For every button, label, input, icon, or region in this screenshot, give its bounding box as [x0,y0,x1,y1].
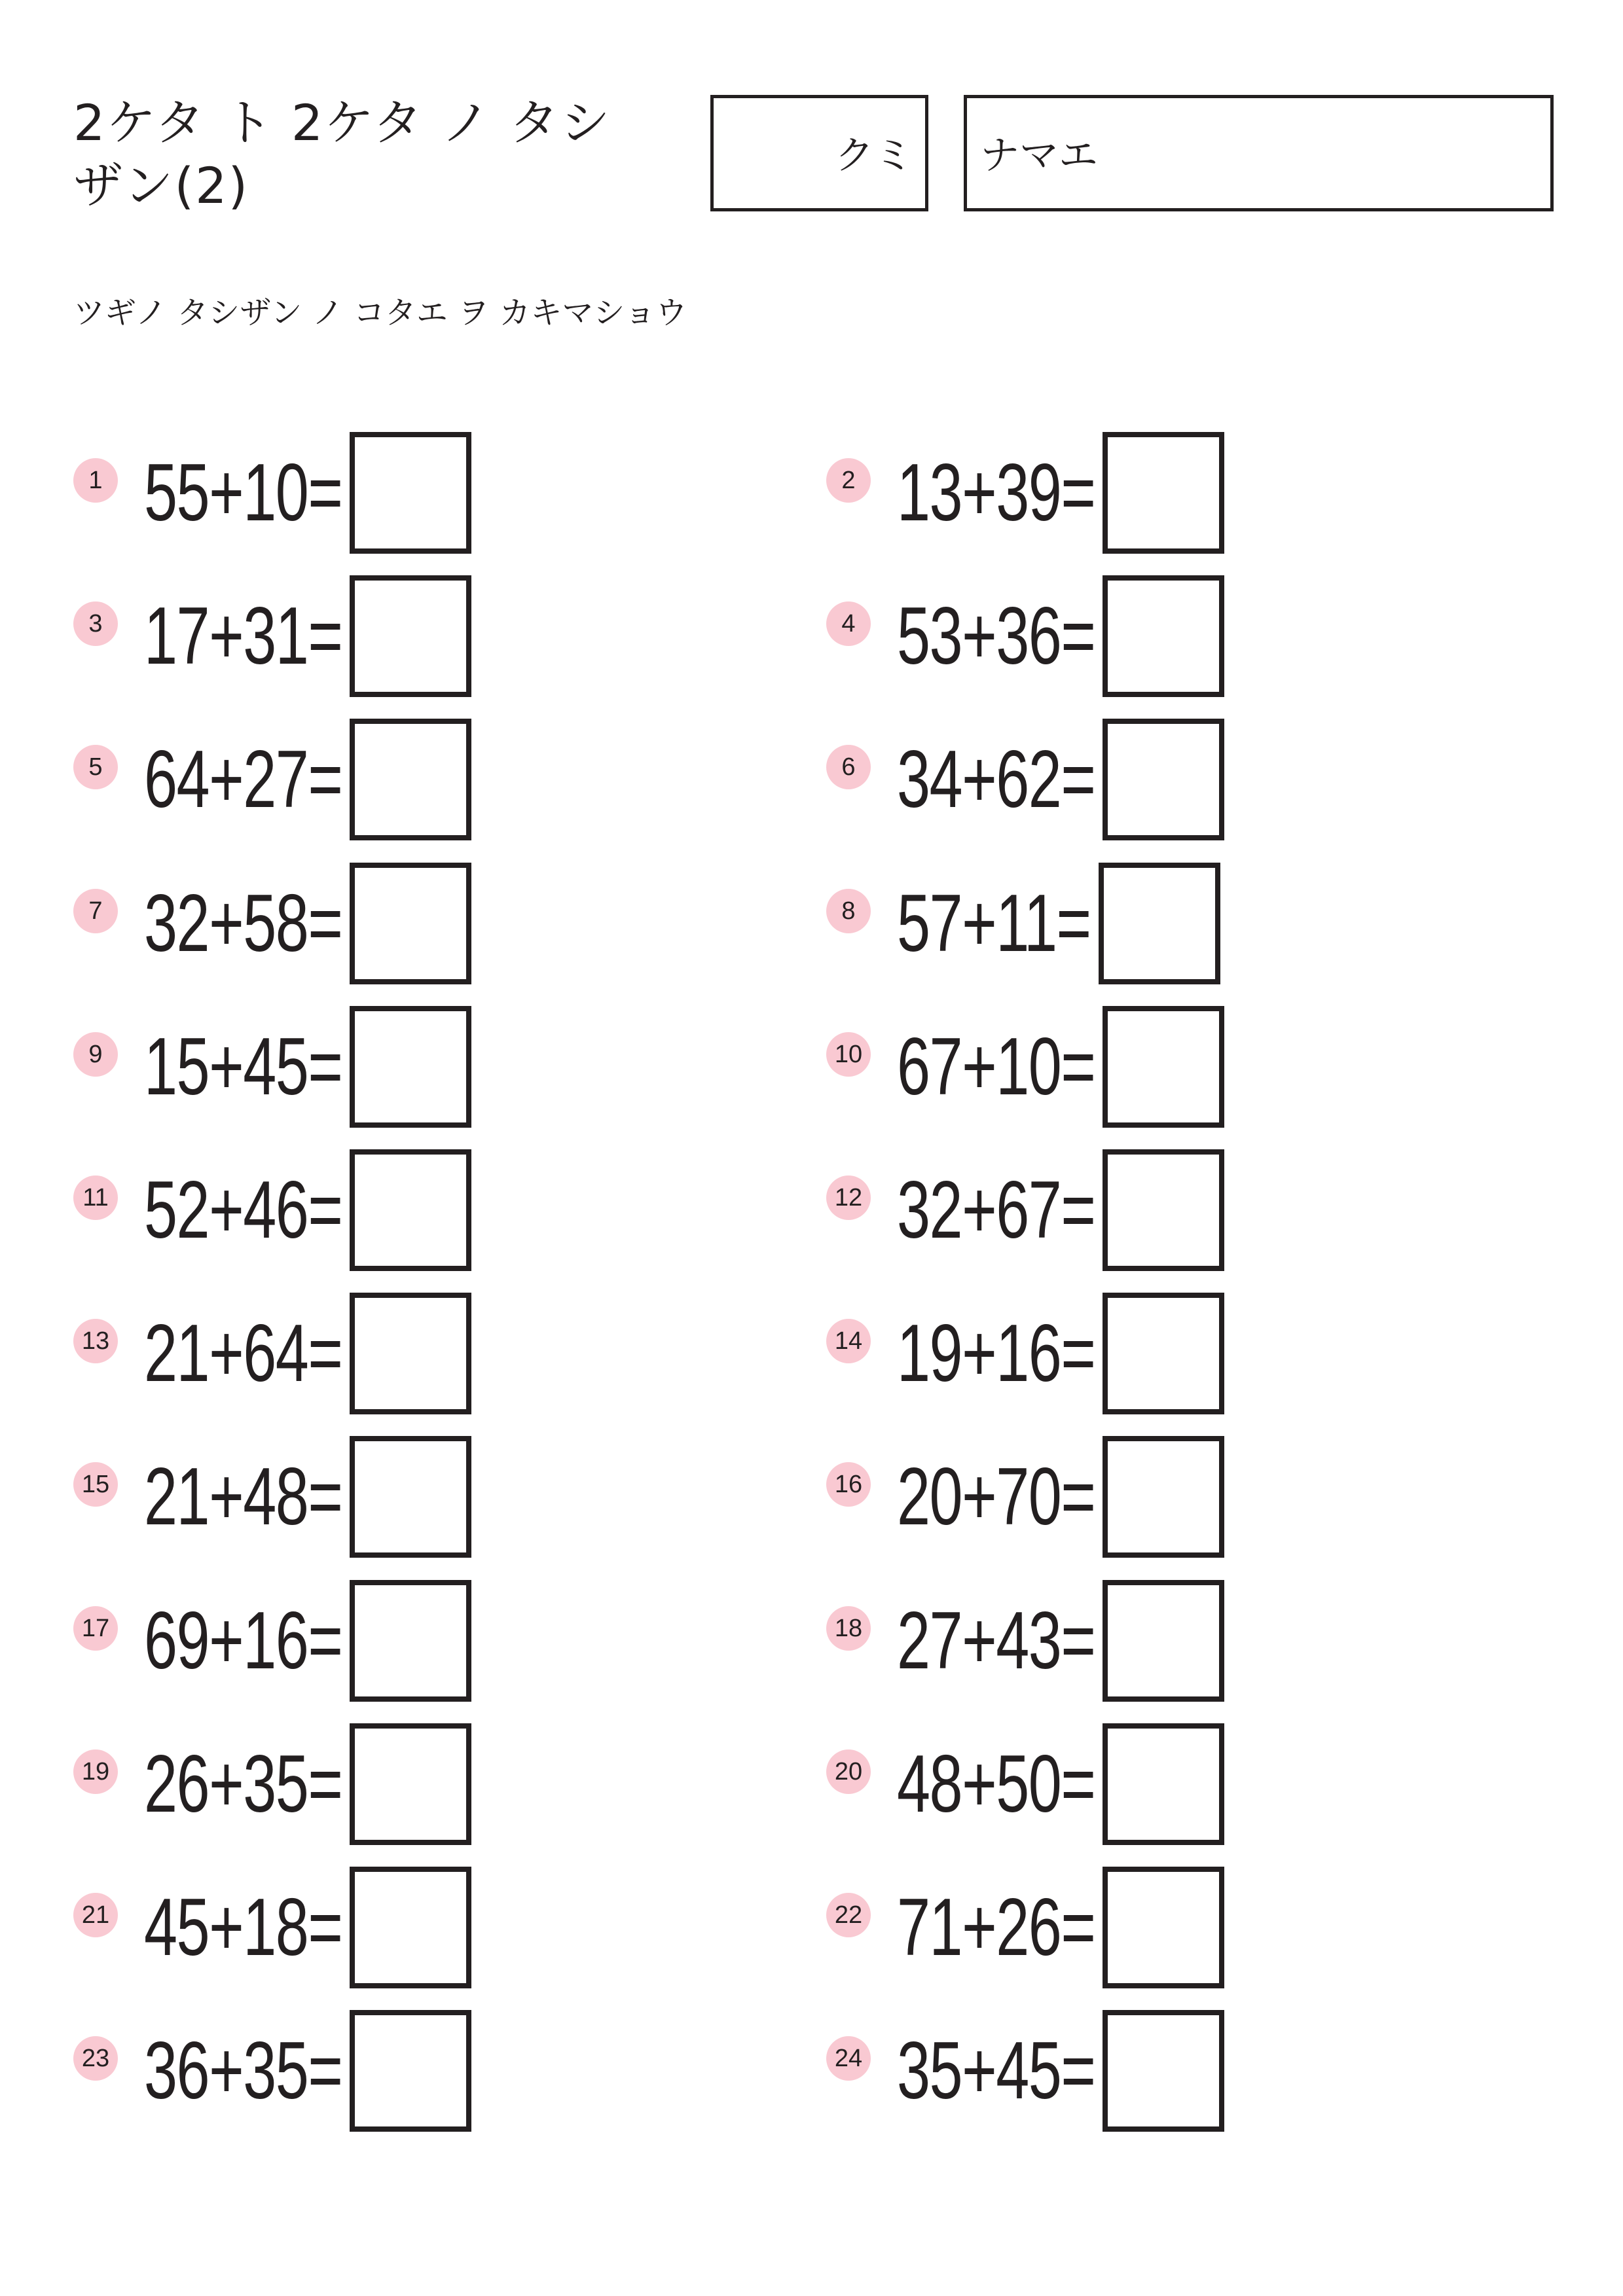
expression-plus-sign: + [209,448,244,538]
expression-first-addend: 20 [897,1452,962,1542]
problem-number-badge: 4 [826,601,871,646]
problem-number-badge: 8 [826,889,871,933]
expression-equals-sign: = [308,2026,342,2116]
expression-first-addend: 19 [897,1308,962,1399]
expression-equals-sign: = [308,1452,342,1542]
expression-equals-sign: = [308,1739,342,1829]
problem-item [73,1006,793,1128]
problem-item [73,1436,793,1558]
expression-first-addend: 52 [144,1165,210,1255]
expression-second-addend: 10 [243,448,308,538]
expression-first-addend: 26 [144,1739,210,1829]
expression-second-addend: 45 [996,2026,1061,2116]
expression-plus-sign: + [962,878,996,969]
expression-plus-sign: + [962,1452,996,1542]
problem-number-badge: 14 [826,1319,871,1363]
expression-first-addend: 15 [144,1022,210,1112]
expression-plus-sign: + [209,1596,244,1686]
expression-equals-sign: = [308,878,342,969]
problem-item [826,1436,1546,1558]
expression-second-addend: 67 [996,1165,1061,1255]
answer-box[interactable] [1103,1149,1224,1271]
problem-number-badge: 3 [73,601,118,646]
expression-equals-sign: = [308,1165,342,1255]
problem-number-badge: 2 [826,458,871,503]
expression-first-addend: 57 [897,878,962,969]
expression-first-addend: 53 [897,591,962,681]
expression-first-addend: 36 [144,2026,210,2116]
answer-box[interactable] [1103,575,1224,697]
problem-item [73,863,793,984]
expression-second-addend: 70 [996,1452,1061,1542]
expression-second-addend: 46 [243,1165,308,1255]
expression-second-addend: 35 [243,1739,308,1829]
answer-box[interactable] [350,432,471,554]
answer-box[interactable] [1103,2010,1224,2132]
class-field[interactable] [710,95,928,211]
problem-item [826,1293,1546,1414]
problem-number-badge: 12 [826,1175,871,1220]
problem-item [826,575,1546,697]
answer-box[interactable] [1103,1293,1224,1414]
problem-number-badge: 15 [73,1462,118,1507]
expression-second-addend: 50 [996,1739,1061,1829]
problem-number-badge: 23 [73,2036,118,2081]
answer-box[interactable] [350,1006,471,1128]
expression-plus-sign: + [209,878,244,969]
answer-box[interactable] [350,2010,471,2132]
answer-box[interactable] [1103,1723,1224,1845]
expression-second-addend: 39 [996,448,1061,538]
problem-item [826,863,1546,984]
expression-second-addend: 43 [996,1596,1061,1686]
expression-second-addend: 10 [996,1022,1061,1112]
expression-first-addend: 67 [897,1022,962,1112]
problem-item [73,1867,793,1988]
answer-box[interactable] [350,1867,471,1988]
expression-plus-sign: + [209,1882,244,1973]
expression-equals-sign: = [308,1022,342,1112]
expression-second-addend: 45 [243,1022,308,1112]
expression-first-addend: 17 [144,591,210,681]
problem-number-badge: 7 [73,889,118,933]
expression-equals-sign: = [1061,448,1095,538]
expression-plus-sign: + [209,591,244,681]
expression-plus-sign: + [962,1596,996,1686]
expression-first-addend: 34 [897,734,962,825]
expression-equals-sign: = [1061,1882,1095,1973]
expression-equals-sign: = [1056,878,1091,969]
expression-equals-sign: = [1061,591,1095,681]
answer-box[interactable] [1103,1006,1224,1128]
answer-box[interactable] [350,1149,471,1271]
problem-number-badge: 24 [826,2036,871,2081]
problem-number-badge: 17 [73,1606,118,1651]
problem-item [826,1867,1546,1988]
expression-second-addend: 16 [243,1596,308,1686]
expression-equals-sign: = [1061,1308,1095,1399]
expression-equals-sign: = [1061,1739,1095,1829]
expression-equals-sign: = [1061,1165,1095,1255]
expression-second-addend: 64 [243,1308,308,1399]
expression-plus-sign: + [209,1022,244,1112]
expression-first-addend: 21 [144,1452,210,1542]
expression-plus-sign: + [962,1739,996,1829]
answer-box[interactable] [1103,1436,1224,1558]
expression-first-addend: 71 [897,1882,962,1973]
expression-first-addend: 32 [897,1165,962,1255]
expression-second-addend: 31 [243,591,308,681]
worksheet-title: 2ケタ ト 2ケタ ノ タシ ザン(2) [73,94,611,215]
expression-plus-sign: + [209,1165,244,1255]
expression-second-addend: 35 [243,2026,308,2116]
answer-box[interactable] [1103,432,1224,554]
expression-equals-sign: = [1061,1452,1095,1542]
expression-plus-sign: + [962,1882,996,1973]
expression-second-addend: 18 [243,1882,308,1973]
problem-number-badge: 21 [73,1893,118,1937]
expression-first-addend: 45 [144,1882,210,1973]
expression-plus-sign: + [962,1308,996,1399]
problem-item [826,432,1546,554]
expression-first-addend: 35 [897,2026,962,2116]
problem-item [73,575,793,697]
expression-second-addend: 62 [996,734,1061,825]
problem-item [826,719,1546,840]
expression-first-addend: 64 [144,734,210,825]
expression-first-addend: 69 [144,1596,210,1686]
expression-first-addend: 13 [897,448,962,538]
expression-equals-sign: = [308,734,342,825]
expression-plus-sign: + [962,591,996,681]
expression-plus-sign: + [209,1452,244,1542]
problem-item [73,719,793,840]
answer-box[interactable] [1103,719,1224,840]
problem-number-badge: 11 [73,1175,118,1220]
answer-box[interactable] [350,1293,471,1414]
answer-box[interactable] [350,863,471,984]
problem-number-badge: 18 [826,1606,871,1651]
problem-item [826,1723,1546,1845]
expression-plus-sign: + [962,734,996,825]
answer-box[interactable] [1099,863,1220,984]
expression-equals-sign: = [308,1308,342,1399]
expression-equals-sign: = [1061,1022,1095,1112]
problem-item [73,1293,793,1414]
expression-first-addend: 21 [144,1308,210,1399]
problem-number-badge: 6 [826,745,871,789]
expression-plus-sign: + [209,734,244,825]
answer-box[interactable] [350,1723,471,1845]
expression-plus-sign: + [962,1165,996,1255]
expression-second-addend: 48 [243,1452,308,1542]
expression-first-addend: 27 [897,1596,962,1686]
expression-first-addend: 48 [897,1739,962,1829]
expression-first-addend: 32 [144,878,210,969]
expression-plus-sign: + [209,1739,244,1829]
problem-item [73,432,793,554]
expression-equals-sign: = [308,1882,342,1973]
answer-box[interactable] [350,575,471,697]
problem-number-badge: 16 [826,1462,871,1507]
problem-number-badge: 22 [826,1893,871,1937]
expression-equals-sign: = [1061,1596,1095,1686]
problem-item [826,2010,1546,2132]
problem-number-badge: 20 [826,1749,871,1794]
expression-equals-sign: = [308,591,342,681]
problem-item [826,1006,1546,1128]
answer-box[interactable] [350,1436,471,1558]
problem-item [826,1580,1546,1702]
problem-number-badge: 19 [73,1749,118,1794]
answer-box[interactable] [1103,1580,1224,1702]
expression-second-addend: 27 [243,734,308,825]
expression-plus-sign: + [209,2026,244,2116]
name-field[interactable] [964,95,1554,211]
problem-number-badge: 5 [73,745,118,789]
expression-plus-sign: + [962,448,996,538]
answer-box[interactable] [350,1580,471,1702]
expression-plus-sign: + [962,1022,996,1112]
problem-number-badge: 13 [73,1319,118,1363]
problem-item [826,1149,1546,1271]
expression-equals-sign: = [1061,734,1095,825]
expression-second-addend: 58 [243,878,308,969]
expression-equals-sign: = [308,448,342,538]
expression-plus-sign: + [962,2026,996,2116]
problem-number-badge: 1 [73,458,118,503]
problem-item [73,1149,793,1271]
expression-second-addend: 36 [996,591,1061,681]
expression-first-addend: 55 [144,448,210,538]
expression-second-addend: 16 [996,1308,1061,1399]
answer-box[interactable] [350,719,471,840]
expression-plus-sign: + [209,1308,244,1399]
expression-second-addend: 26 [996,1882,1061,1973]
problem-item [73,1723,793,1845]
expression-equals-sign: = [1061,2026,1095,2116]
name-label: ナマエ [980,133,1098,179]
expression-equals-sign: = [308,1596,342,1686]
problem-item [73,2010,793,2132]
instructions: ツギノ タシザン ノ コタエ ヲ カキマショウ [73,295,687,331]
class-label: クミ [835,133,913,179]
problem-number-badge: 9 [73,1032,118,1077]
answer-box[interactable] [1103,1867,1224,1988]
expression-second-addend: 11 [996,878,1057,969]
problem-item [73,1580,793,1702]
problem-number-badge: 10 [826,1032,871,1077]
